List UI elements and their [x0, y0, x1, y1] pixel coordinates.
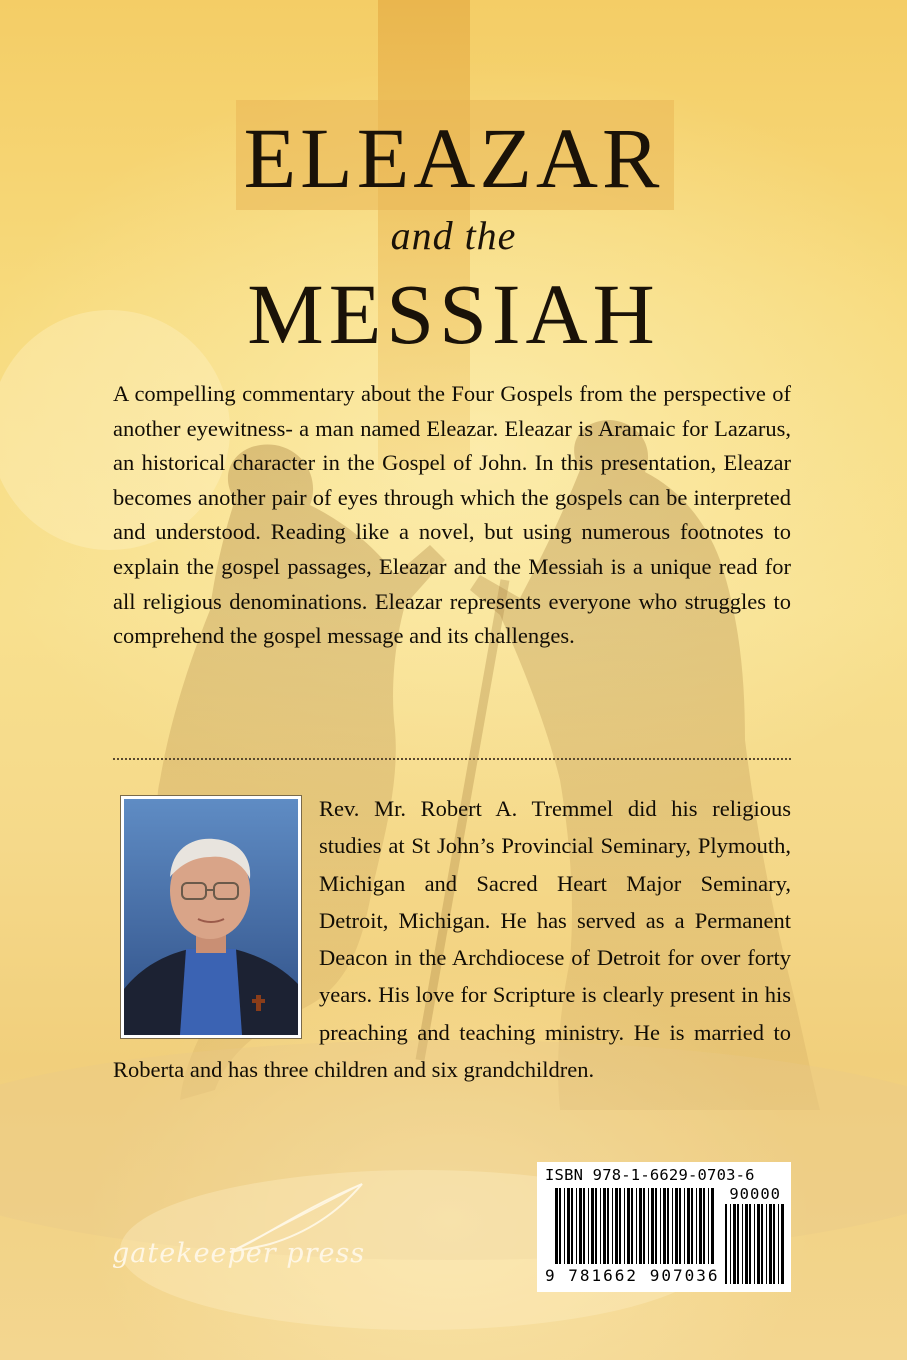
book-description: A compelling commentary about the Four Gospels from the perspective of another eyewitness- a man named Eleazar. Eleazar is Aramaic for Lazarus, an historical character in the Gospel of John. In this presentation, Eleazar becomes another pair of eyes through which the gospels can be interpreted and understood. Reading like a novel, but using numerous footnotes to explain the gospel passages, Eleazar and the Messiah is a unique read for all religious denominations. Eleazar represents everyone who struggles to comprehend the gospel message and its challenges. [113, 381, 791, 649]
barcode-bar [769, 1204, 772, 1284]
isbn-barcode [537, 1162, 791, 1292]
barcode-bar [559, 1188, 561, 1264]
barcode-bar [757, 1204, 760, 1284]
author-portrait-image [124, 799, 298, 1035]
barcode-bar [579, 1188, 582, 1264]
barcode-bar [699, 1188, 702, 1264]
barcode-bar [639, 1188, 642, 1264]
barcode-bar [684, 1188, 685, 1264]
isbn-number: ISBN 978-1-6629-0703-6 [545, 1166, 755, 1184]
barcode-bar [648, 1188, 649, 1264]
barcode-bar [627, 1188, 630, 1264]
barcode-bar [651, 1188, 654, 1264]
barcode-bar [754, 1204, 755, 1284]
publisher-logo: gatekeeper press [112, 1238, 366, 1269]
barcode-bar [660, 1188, 661, 1264]
barcode-bar [708, 1188, 709, 1264]
barcode-bar [687, 1188, 690, 1264]
barcode-bar [612, 1188, 613, 1264]
barcode-bar [737, 1204, 739, 1284]
barcode-bar [773, 1204, 775, 1284]
barcode-bar [761, 1204, 763, 1284]
barcode-bar [555, 1188, 558, 1264]
barcode-bar [749, 1204, 751, 1284]
price-addon-code: 90000 [729, 1185, 781, 1203]
author-photo [120, 795, 302, 1039]
barcode-bar [672, 1188, 673, 1264]
barcode-bar [655, 1188, 657, 1264]
barcode-bar [564, 1188, 565, 1264]
barcode-bar [696, 1188, 697, 1264]
barcode-bar [624, 1188, 625, 1264]
barcode-bar [778, 1204, 779, 1284]
barcode-bar [619, 1188, 621, 1264]
barcode-bar [643, 1188, 645, 1264]
barcode-bar [691, 1188, 693, 1264]
ean-digits: 9 781662 907036 [545, 1266, 720, 1285]
barcode-bar [733, 1204, 736, 1284]
barcode-bar [667, 1188, 669, 1264]
barcode-bar [675, 1188, 678, 1264]
title-main: ELEAZAR [243, 110, 664, 206]
barcode-bar [588, 1188, 589, 1264]
barcode-bar [583, 1188, 585, 1264]
title-connector: and the [390, 213, 517, 258]
barcode-bar [591, 1188, 594, 1264]
barcode-bar [781, 1204, 784, 1284]
barcode-bar [703, 1188, 705, 1264]
barcode-bar [711, 1188, 714, 1264]
barcode-bar [615, 1188, 618, 1264]
barcode-bar [631, 1188, 633, 1264]
barcode-bar [603, 1188, 606, 1264]
dotted-divider [113, 758, 791, 760]
author-bio: Rev. Mr. Robert A. Tremmel did his religious studies at St John’s Provincial Seminary, Plymouth, Michigan and Sacred Heart Major Seminary, Detroit, Michigan. He has served as a Permanent Deacon in the Archdiocese of Detroit for over forty years. His love for Scripture is clearly present in his preaching and teaching ministry. He is married to Roberta and has three children and six grandchildren. [113, 796, 791, 1083]
barcode-bar [742, 1204, 743, 1284]
title-subject: MESSIAH [247, 266, 660, 362]
barcode-bar [745, 1204, 748, 1284]
barcode-bar [679, 1188, 681, 1264]
barcode-bar [636, 1188, 637, 1264]
barcode-bar [567, 1188, 570, 1264]
barcode-bar [571, 1188, 573, 1264]
barcode-bar [766, 1204, 767, 1284]
barcode-bar [725, 1204, 727, 1284]
barcode-bar [663, 1188, 666, 1264]
barcode-bar [607, 1188, 609, 1264]
barcode-bar [576, 1188, 577, 1264]
barcode-bar [595, 1188, 597, 1264]
barcode-bar [730, 1204, 731, 1284]
barcode-bar [600, 1188, 601, 1264]
